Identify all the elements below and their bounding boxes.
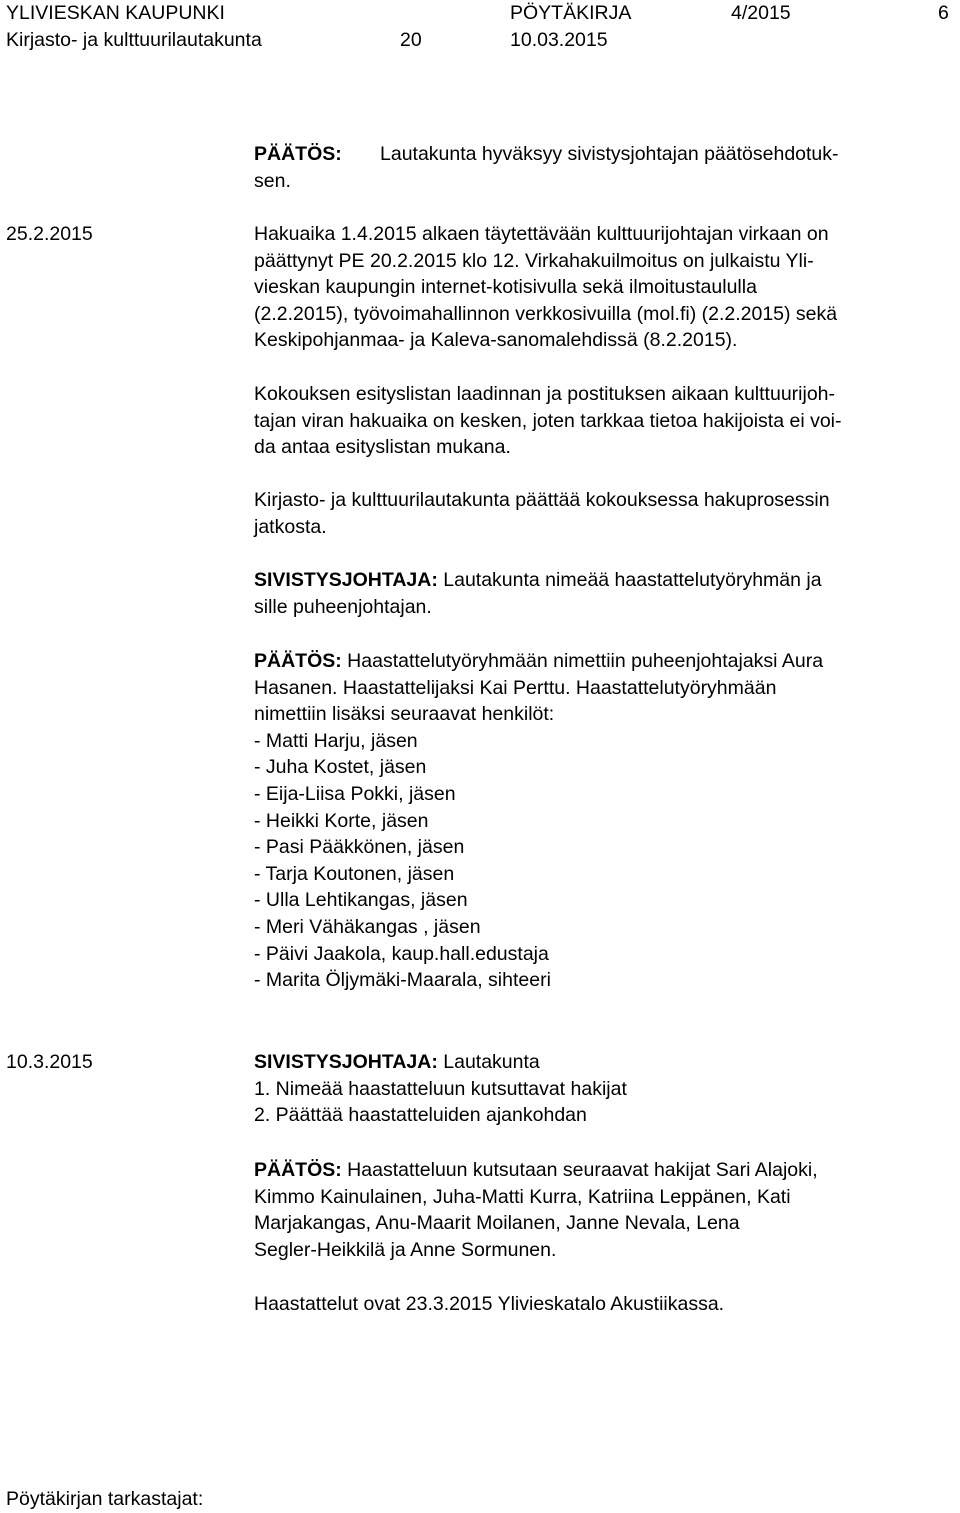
- paragraph-line: Hasanen. Haastattelijaksi Kai Perttu. Haastattelutyöryhmään: [254, 676, 777, 699]
- entry-paragraph: [254, 221, 837, 354]
- decision-label: PÄÄTÖS:: [254, 1159, 342, 1181]
- decision-label: PÄÄTÖS:: [254, 650, 342, 672]
- decision-text-line2: sen.: [254, 170, 291, 192]
- paragraph-line: Kokouksen esityslistan laadinnan ja postituksen aikaan kulttuurijoh-: [254, 383, 836, 405]
- header-doc-type: PÖYTÄKIRJA: [510, 2, 632, 24]
- proposal-label: SIVISTYSJOHTAJA:: [254, 569, 438, 591]
- paragraph-line: Kimmo Kainulainen, Juha-Matti Kurra, Katriina Leppänen, Kati: [254, 1185, 791, 1208]
- member-list-item: - Matti Harju, jäsen: [254, 729, 418, 752]
- decision-text-line1: Lautakunta hyväksyy sivistysjohtajan päätösehdotuk-: [380, 143, 839, 165]
- member-list-item: - Eija-Liisa Pokki, jäsen: [254, 782, 456, 805]
- paragraph-line: vieskan kaupungin internet-kotisivulla sekä ilmoitustaululla: [254, 276, 757, 299]
- paragraph-line: Hakuaika 1.4.2015 alkaen täytettävään kulttuurijohtajan virkaan on: [254, 223, 829, 245]
- paragraph-line: Kirjasto- ja kulttuurilautakunta päättää kokouksessa hakuprosessin: [254, 489, 830, 511]
- proposal-paragraph: [254, 567, 822, 620]
- decision-label: PÄÄTÖS:: [254, 143, 342, 165]
- decision-paragraph: [254, 1157, 818, 1263]
- proposal-item: 2. Päättää haastatteluiden ajankohdan: [254, 1104, 587, 1127]
- paragraph-line: päättynyt PE 20.2.2015 klo 12. Virkahakuilmoitus on julkaistu Yli-: [254, 249, 814, 272]
- reviewers-label: Pöytäkirjan tarkastajat:: [6, 1488, 204, 1510]
- decision-text: Haastatteluun kutsutaan seuraavat hakijat Sari Alajoki,: [341, 1159, 818, 1181]
- header-page-number: 6: [938, 2, 949, 24]
- entry-date: 25.2.2015: [6, 223, 93, 245]
- paragraph-line: [254, 1157, 818, 1184]
- entry-date: 10.3.2015: [6, 1051, 93, 1073]
- header-org: YLIVIESKAN KAUPUNKI: [6, 2, 225, 24]
- paragraph-line: sille puheenjohtajan.: [254, 595, 432, 618]
- paragraph-line: nimettiin lisäksi seuraavat henkilöt:: [254, 703, 555, 726]
- member-list-item: - Tarja Koutonen, jäsen: [254, 862, 455, 885]
- agenda-note-paragraph: [254, 381, 842, 461]
- member-list-item: - Marita Öljymäki-Maarala, sihteeri: [254, 969, 551, 992]
- paragraph-line: [254, 567, 822, 594]
- member-list-item: - Päivi Jaakola, kaup.hall.edustaja: [254, 942, 549, 965]
- proposal-text: Lautakunta: [437, 1051, 540, 1073]
- interviews-note: Haastattelut ovat 23.3.2015 Ylivieskatalo Akustiikassa.: [254, 1293, 725, 1315]
- proposal-paragraph: [254, 1049, 627, 1129]
- paragraph-line: Segler-Heikkilä ja Anne Sormunen.: [254, 1238, 557, 1261]
- paragraph-line: da antaa esityslistan mukana.: [254, 436, 511, 459]
- proposal-label: SIVISTYSJOHTAJA:: [254, 1051, 438, 1073]
- header-committee: Kirjasto- ja kulttuurilautakunta: [6, 29, 262, 51]
- paragraph-line: [254, 1049, 627, 1076]
- decision-paragraph: [254, 648, 823, 994]
- member-list-item: - Meri Vähäkangas , jäsen: [254, 915, 481, 938]
- paragraph-line: Keskipohjanmaa- ja Kaleva-sanomalehdissä (8.2.2015).: [254, 329, 738, 352]
- proposal-item: 1. Nimeää haastatteluun kutsuttavat hakijat: [254, 1077, 627, 1100]
- committee-note-paragraph: [254, 487, 830, 540]
- paragraph-line: Marjakangas, Anu-Maarit Moilanen, Janne Nevala, Lena: [254, 1212, 740, 1235]
- proposal-text: Lautakunta nimeää haastattelutyöryhmän ja: [437, 569, 822, 591]
- header-date: 10.03.2015: [510, 29, 608, 51]
- header-section: 20: [400, 29, 422, 51]
- paragraph-line: jatkosta.: [254, 515, 327, 538]
- decision-text: Haastattelutyöryhmään nimettiin puheenjohtajaksi Aura: [341, 650, 824, 672]
- member-list-item: - Juha Kostet, jäsen: [254, 756, 427, 779]
- header-doc-number: 4/2015: [731, 2, 791, 24]
- member-list-item: - Heikki Korte, jäsen: [254, 809, 429, 832]
- member-list-item: - Pasi Pääkkönen, jäsen: [254, 836, 465, 859]
- paragraph-line: [254, 648, 823, 675]
- paragraph-line: tajan viran hakuaika on kesken, joten tarkkaa tietoa hakijoista ei voi-: [254, 409, 842, 432]
- member-list-item: - Ulla Lehtikangas, jäsen: [254, 889, 468, 912]
- paragraph-line: (2.2.2015), työvoimahallinnon verkkosivuilla (mol.fi) (2.2.2015) sekä: [254, 302, 838, 325]
